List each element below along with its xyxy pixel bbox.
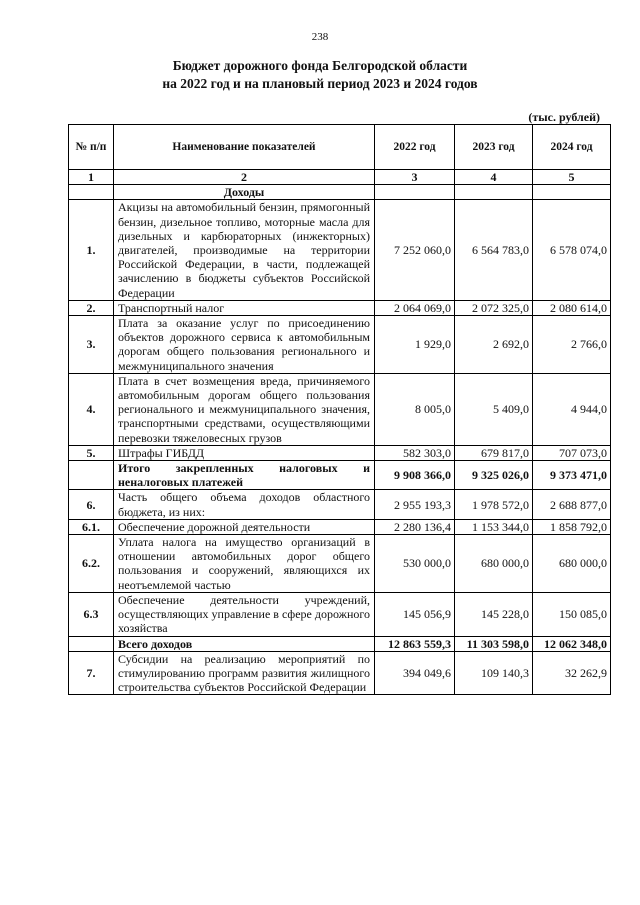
value-2024: 6 578 074,0 bbox=[533, 200, 611, 300]
column-index: 2 bbox=[114, 170, 375, 185]
value-2023: 680 000,0 bbox=[455, 535, 533, 593]
value-2024: 680 000,0 bbox=[533, 535, 611, 593]
row-number: 6.1. bbox=[69, 519, 114, 534]
value-2024: 150 085,0 bbox=[533, 592, 611, 636]
section-empty-cell bbox=[69, 185, 114, 200]
section-empty-cell bbox=[455, 185, 533, 200]
value-2023: 2 072 325,0 bbox=[455, 300, 533, 315]
row-number bbox=[69, 636, 114, 651]
value-2022: 8 005,0 bbox=[375, 373, 455, 445]
row-number: 6.3 bbox=[69, 592, 114, 636]
header-num: № п/п bbox=[69, 125, 114, 170]
section-empty-cell bbox=[533, 185, 611, 200]
row-number: 3. bbox=[69, 316, 114, 374]
value-2022: 145 056,9 bbox=[375, 592, 455, 636]
table-row bbox=[69, 373, 611, 445]
row-name: Плата за оказание услуг по присоединению объектов дорожного сервиса к автомобильным дорогам общего пользования регионального и межмуниципального значения bbox=[114, 316, 375, 374]
document-title bbox=[0, 57, 640, 93]
value-2023: 6 564 783,0 bbox=[455, 200, 533, 300]
value-2023: 679 817,0 bbox=[455, 445, 533, 460]
value-2023: 145 228,0 bbox=[455, 592, 533, 636]
value-2024: 2 080 614,0 bbox=[533, 300, 611, 315]
value-2022: 2 064 069,0 bbox=[375, 300, 455, 315]
table-row bbox=[69, 636, 611, 651]
budget-table bbox=[68, 124, 611, 695]
row-number: 6.2. bbox=[69, 535, 114, 593]
row-number: 4. bbox=[69, 373, 114, 445]
row-number: 5. bbox=[69, 445, 114, 460]
value-2022: 9 908 366,0 bbox=[375, 461, 455, 490]
row-name: Обеспечение дорожной деятельности bbox=[114, 519, 375, 534]
row-name: Часть общего объема доходов областного бюджета, из них: bbox=[114, 490, 375, 519]
column-index: 5 bbox=[533, 170, 611, 185]
row-number: 7. bbox=[69, 651, 114, 695]
table-row bbox=[69, 490, 611, 519]
value-2023: 109 140,3 bbox=[455, 651, 533, 695]
column-index: 3 bbox=[375, 170, 455, 185]
section-row bbox=[69, 185, 611, 200]
header-row bbox=[69, 125, 611, 170]
value-2024: 2 766,0 bbox=[533, 316, 611, 374]
title-line-2: на 2022 год и на плановый период 2023 и 2024 годов bbox=[162, 76, 478, 91]
table-row bbox=[69, 461, 611, 490]
header-2022: 2022 год bbox=[375, 125, 455, 170]
value-2023: 1 978 572,0 bbox=[455, 490, 533, 519]
units-label: (тыс. рублей) bbox=[528, 110, 600, 124]
row-name: Акцизы на автомобильный бензин, прямогонный бензин, дизельное топливо, моторные масла для дизельных и карбюраторных (инжекторных) двигателей, производимые на территории Российской Федерации, в части, подлежащей зачислению в бюджеты субъектов Российской Федерации bbox=[114, 200, 375, 300]
section-empty-cell bbox=[375, 185, 455, 200]
column-index: 4 bbox=[455, 170, 533, 185]
row-name: Всего доходов bbox=[114, 636, 375, 651]
page-number: 238 bbox=[311, 31, 329, 43]
value-2024: 707 073,0 bbox=[533, 445, 611, 460]
value-2022: 7 252 060,0 bbox=[375, 200, 455, 300]
row-number bbox=[69, 461, 114, 490]
row-name: Штрафы ГИБДД bbox=[114, 445, 375, 460]
header-2023: 2023 год bbox=[455, 125, 533, 170]
header-name: Наименование показателей bbox=[114, 125, 375, 170]
value-2022: 394 049,6 bbox=[375, 651, 455, 695]
value-2024: 9 373 471,0 bbox=[533, 461, 611, 490]
value-2023: 9 325 026,0 bbox=[455, 461, 533, 490]
value-2022: 2 955 193,3 bbox=[375, 490, 455, 519]
value-2023: 11 303 598,0 bbox=[455, 636, 533, 651]
value-2023: 5 409,0 bbox=[455, 373, 533, 445]
row-name: Плата в счет возмещения вреда, причиняемого автомобильным дорогам общего пользования регионального и межмуниципального значения, транспортными средствами, осуществляющими перевозки тяжеловесных грузов bbox=[114, 373, 375, 445]
value-2024: 32 262,9 bbox=[533, 651, 611, 695]
table-row bbox=[69, 300, 611, 315]
row-name: Уплата налога на имущество организаций в отношении автомобильных дорог общего пользования и сооружений, являющихся их неотъемлемой частью bbox=[114, 535, 375, 593]
row-number: 2. bbox=[69, 300, 114, 315]
column-index: 1 bbox=[69, 170, 114, 185]
title-line-1: Бюджет дорожного фонда Белгородской области bbox=[172, 58, 468, 73]
value-2022: 1 929,0 bbox=[375, 316, 455, 374]
table-row bbox=[69, 535, 611, 593]
table-row bbox=[69, 519, 611, 534]
value-2024: 1 858 792,0 bbox=[533, 519, 611, 534]
value-2024: 2 688 877,0 bbox=[533, 490, 611, 519]
section-income-label: Доходы bbox=[114, 185, 375, 200]
value-2024: 12 062 348,0 bbox=[533, 636, 611, 651]
header-2024: 2024 год bbox=[533, 125, 611, 170]
table-row bbox=[69, 592, 611, 636]
table-row bbox=[69, 651, 611, 695]
value-2022: 530 000,0 bbox=[375, 535, 455, 593]
row-number: 1. bbox=[69, 200, 114, 300]
value-2024: 4 944,0 bbox=[533, 373, 611, 445]
row-name: Субсидии на реализацию мероприятий по стимулированию программ развития жилищного строительства субъектов Российской Федерации bbox=[114, 651, 375, 695]
table-row bbox=[69, 200, 611, 300]
row-number: 6. bbox=[69, 490, 114, 519]
row-name: Итого закрепленных налоговых и неналоговых платежей bbox=[114, 461, 375, 490]
value-2023: 2 692,0 bbox=[455, 316, 533, 374]
table-row bbox=[69, 445, 611, 460]
value-2022: 12 863 559,3 bbox=[375, 636, 455, 651]
value-2023: 1 153 344,0 bbox=[455, 519, 533, 534]
row-name: Обеспечение деятельности учреждений, осуществляющих управление в сфере дорожного хозяйства bbox=[114, 592, 375, 636]
column-index-row bbox=[69, 170, 611, 185]
row-name: Транспортный налог bbox=[114, 300, 375, 315]
value-2022: 2 280 136,4 bbox=[375, 519, 455, 534]
table-row bbox=[69, 316, 611, 374]
value-2022: 582 303,0 bbox=[375, 445, 455, 460]
